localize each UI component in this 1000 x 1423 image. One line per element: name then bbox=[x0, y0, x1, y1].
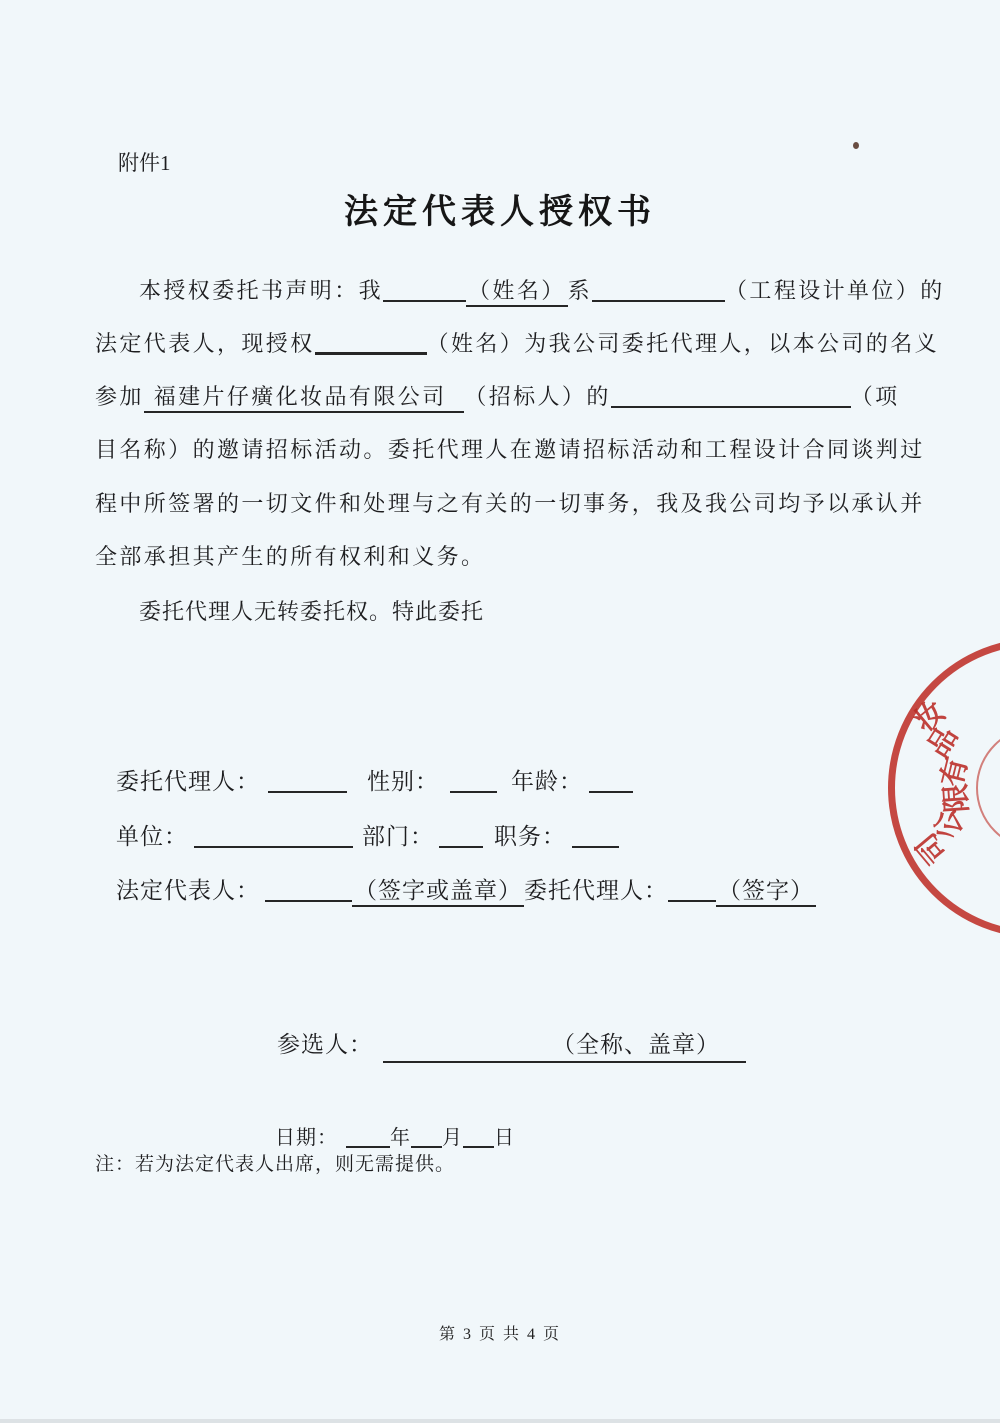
text-run: 职务： bbox=[494, 824, 566, 849]
paragraph-line-6 bbox=[95, 540, 947, 571]
stamp-ring bbox=[888, 638, 1000, 938]
spacer bbox=[483, 843, 494, 844]
blank-field bbox=[592, 278, 725, 302]
spacer bbox=[353, 843, 362, 844]
blank-field bbox=[589, 768, 633, 793]
blank-field bbox=[268, 768, 347, 793]
paragraph-line-5 bbox=[95, 487, 947, 518]
blank-field bbox=[315, 330, 427, 355]
scan-edge bbox=[0, 1419, 1000, 1423]
paragraph-line-1 bbox=[95, 274, 947, 305]
text-run: 系 bbox=[567, 278, 593, 303]
text-run: 委托代理人无转委托权。特此委托 bbox=[139, 599, 485, 624]
blank-field bbox=[572, 823, 619, 848]
footnote: 注：若为法定代表人出席，则无需提供。 bbox=[95, 1154, 456, 1175]
blank-field bbox=[668, 877, 716, 902]
text-run: 参加 bbox=[95, 384, 144, 409]
text-run: 法定代表人，现授权 bbox=[95, 331, 315, 356]
attachment-label: 附件1 bbox=[118, 151, 171, 175]
spacer bbox=[373, 1051, 383, 1052]
text-run: （项 bbox=[850, 384, 900, 409]
text-run: 本授权委托书声明：我 bbox=[139, 278, 384, 303]
text-run: 目名称）的邀请招标活动。委托代理人在邀请招标活动和工程设计合同谈判过 bbox=[95, 437, 925, 462]
stamp-character: 品 bbox=[921, 721, 965, 763]
text-run: 委托代理人： bbox=[524, 878, 668, 903]
blank-field bbox=[383, 278, 466, 302]
blank-field bbox=[411, 1126, 442, 1148]
text-run: 年龄： bbox=[511, 769, 583, 794]
date-line bbox=[275, 1121, 515, 1150]
text-run: 性别： bbox=[367, 769, 439, 794]
scan-speck bbox=[853, 142, 859, 149]
stamp-character: 妆 bbox=[908, 695, 952, 739]
stamp-character: 有 bbox=[935, 754, 975, 790]
text-run: 程中所签署的一切文件和处理与之有关的一切事务，我及我公司均予以承认并 bbox=[95, 491, 925, 516]
form-row-unit-dept-title bbox=[116, 818, 619, 851]
form-row-agent-sex-age bbox=[116, 763, 633, 796]
blank-field bbox=[265, 877, 352, 902]
underlined-text: （姓名） bbox=[466, 278, 568, 307]
underlined-text: （签字或盖章） bbox=[352, 878, 524, 907]
blank-field bbox=[194, 823, 353, 848]
page-number: 第 3 页 共 4 页 bbox=[438, 1326, 561, 1343]
text-run: 日期： bbox=[275, 1127, 338, 1149]
text-run: 年 bbox=[390, 1127, 411, 1149]
stamp-character: 公 bbox=[928, 804, 970, 844]
blank-field bbox=[611, 384, 851, 408]
spacer bbox=[338, 1143, 346, 1144]
underlined-text: 福建片仔癀化妆品有限公司 bbox=[144, 384, 465, 413]
text-run: （工程设计单位）的 bbox=[725, 278, 945, 303]
paragraph-line-4 bbox=[95, 433, 947, 464]
text-run: 日 bbox=[494, 1127, 515, 1149]
underlined-text: （签字） bbox=[716, 878, 816, 907]
blank-field bbox=[463, 1126, 494, 1148]
text-run: 委托代理人： bbox=[116, 769, 260, 794]
text-run: 月 bbox=[442, 1127, 463, 1149]
text-run: 参选人： bbox=[277, 1032, 373, 1057]
text-run: 单位： bbox=[116, 824, 188, 849]
blank-field bbox=[450, 768, 497, 793]
form-row-signatures bbox=[116, 872, 816, 905]
spacer bbox=[95, 297, 139, 298]
text-run: 部门： bbox=[362, 824, 434, 849]
paragraph-line-2 bbox=[95, 327, 947, 358]
underlined-text: （全称、盖章） bbox=[383, 1026, 746, 1063]
text-run: 法定代表人： bbox=[116, 878, 260, 903]
document-title: 法定代表人授权书 bbox=[344, 193, 656, 231]
text-run: （招标人）的 bbox=[464, 384, 611, 409]
blank-field bbox=[439, 823, 483, 848]
stamp-inner-ring bbox=[976, 726, 1000, 850]
spacer bbox=[347, 788, 367, 789]
spacer bbox=[439, 788, 450, 789]
text-run: （姓名）为我公司委托代理人，以本公司的名义 bbox=[426, 331, 940, 356]
stamp-character: 限 bbox=[940, 782, 974, 814]
paragraph-line-7 bbox=[139, 595, 991, 626]
spacer bbox=[497, 788, 511, 789]
stamp-character: 司 bbox=[910, 826, 954, 870]
paragraph-line-3 bbox=[95, 380, 947, 411]
participant-signature-row bbox=[277, 1026, 746, 1059]
spacer bbox=[260, 788, 268, 789]
text-run: 全部承担其产生的所有权利和义务。 bbox=[95, 544, 486, 569]
blank-field bbox=[346, 1126, 390, 1148]
